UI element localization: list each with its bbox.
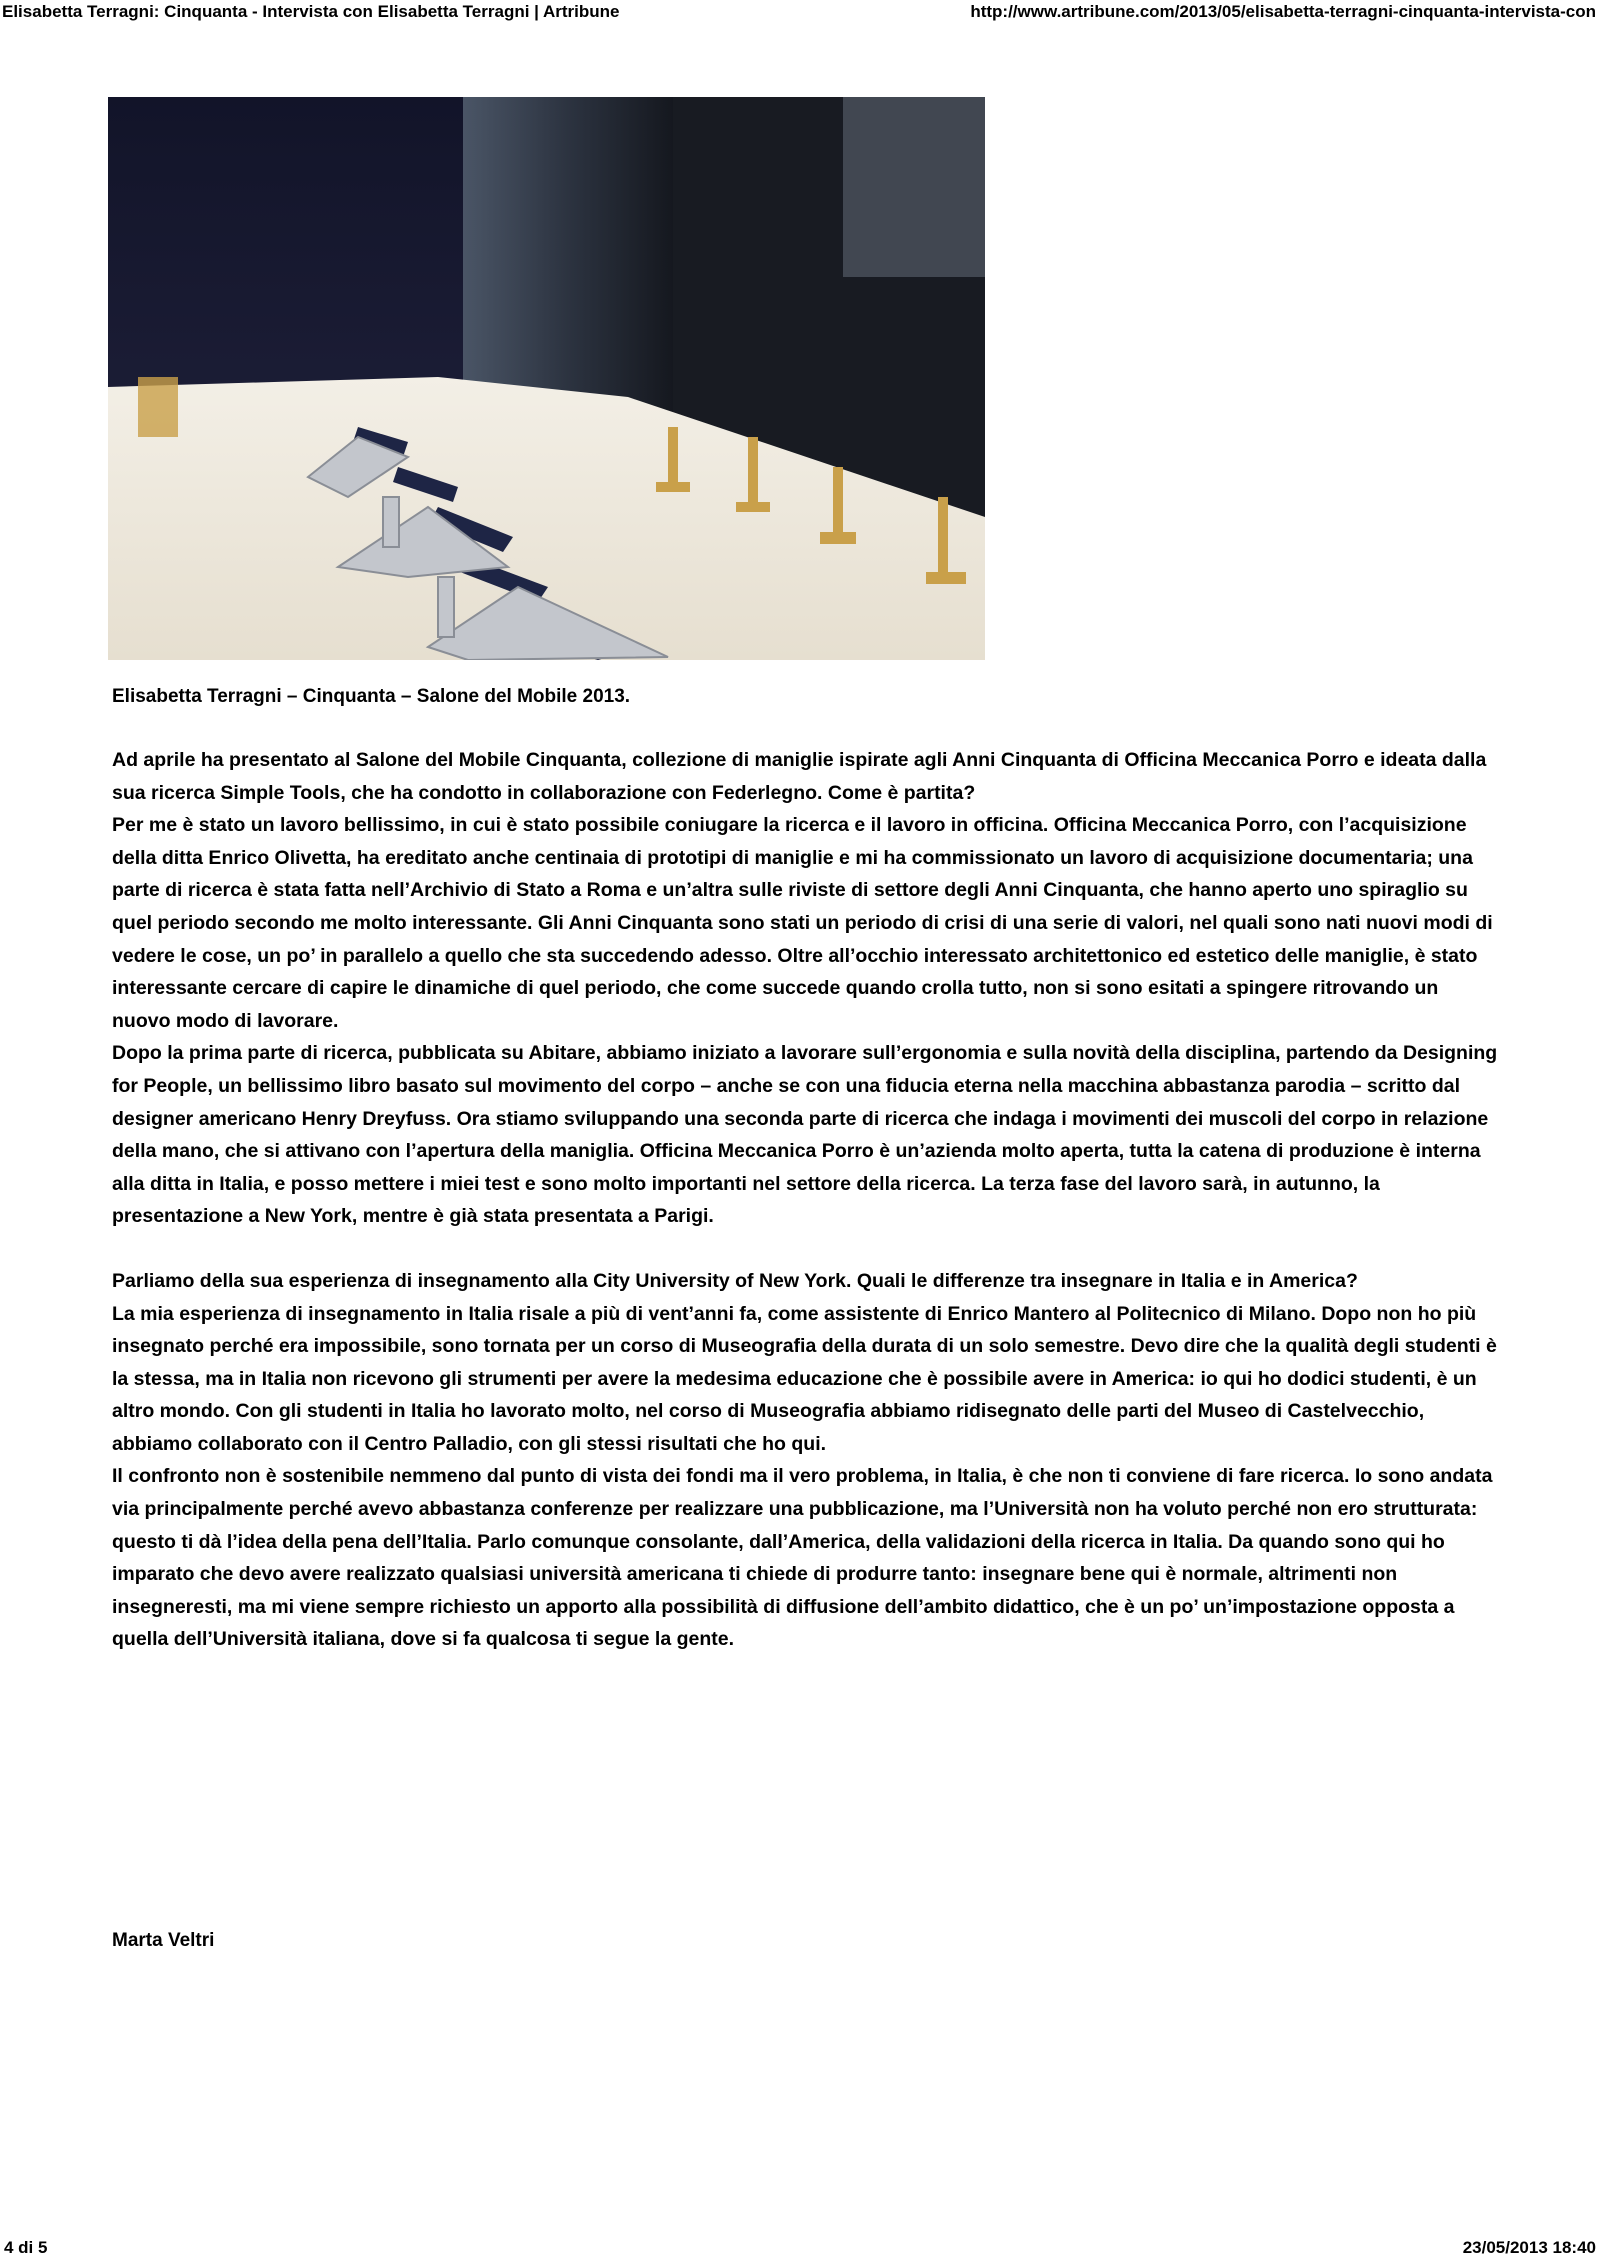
interview-answer: Dopo la prima parte di ricerca, pubblicata su Abitare, abbiamo iniziato a lavorare sull’ergonomia e sulla novità della disciplina, partendo da Designing for People, un bellissimo libro basato sul movimento del corpo – anche se con una fiducia eterna nella macchina abbastanza parodia – scritto dal designer americano Henry Dreyfuss. Ora stiamo sviluppando una seconda parte di ricerca che indaga i movimenti dei muscoli del corpo in relazione della mano, che si attivano con l’apertura della maniglia. Officina Meccanica Porro è un’azienda molto aperta, tutta la catena di produzione è interna alla ditta in Italia, e posso mettere i miei test e sono molto importanti nel settore della ricerca. La terza fase del lavoro sarà, in autunno, la presentazione a New York, mentre è già stata presentata a Parigi. xyxy=(112,1042,1498,1228)
photo-wall-panel xyxy=(463,97,673,427)
interview-question: Ad aprile ha presentato al Salone del Mobile Cinquanta, collezione di maniglie ispirate agli Anni Cinquanta di Officina Meccanica Porro e ideata dalla sua ricerca Simple Tools, che ha condotto in collaborazione con Federlegno. Come è partita? xyxy=(112,749,1487,804)
interview-answer: Il confronto non è sostenibile nemmeno dal punto di vista dei fondi ma il vero problema, in Italia, è che non ti conviene di fare ricerca. Io sono andata via principalmente perché avevo abbastanza conferenze per realizzare una pubblicazione, ma l’Università non ha voluto perché non ero strutturata: questo ti dà l’idea della pena dell’Italia. Parlo comunque consolante, dall’America, della validazioni della ricerca in Italia. Da quando sono qui ho imparato che devo avere realizzato qualsiasi università americana ti chiede di produrre tanto: insegnare bene qui è normale, altrimenti non insegneresti, ma mi viene sempre richiesto un apporto alla possibilità di diffusione dell’ambito didattico, che è un po’ un’impostazione opposta a quella dell’Università italiana, dove si fa qualcosa ti segue la gente. xyxy=(112,1465,1493,1651)
interview-question: Parliamo della sua esperienza di insegnamento alla City University of New York. Quali le differenze tra insegnare in Italia e in America? xyxy=(112,1269,1358,1292)
print-footer-datetime: 23/05/2013 18:40 xyxy=(1462,2238,1596,2257)
author-signature: Marta Veltri xyxy=(112,1930,215,1951)
print-footer-page: 4 di 5 xyxy=(4,2238,48,2257)
print-header xyxy=(0,2,1600,26)
article-body xyxy=(112,744,1502,1656)
interview-answer: Per me è stato un lavoro bellissimo, in cui è stato possibile coniugare la ricerca e il lavoro in officina. Officina Meccanica Porro, con l’acquisizione della ditta Enrico Olivetta, ha ereditato anche centinaia di prototipi di maniglie e mi ha commissionato un lavoro di acquisizione documentaria; una parte di ricerca è stata fatta nell’Archivio di Stato a Roma e un’altra sulle riviste di settore degli Anni Cinquanta, che hanno aperto uno spiraglio su quel periodo secondo me molto interessante. Gli Anni Cinquanta sono stati un periodo di crisi di una serie di valori, nel quali sono nati nuovi modi di vedere le cose, un po’ in parallelo a quello che sta succedendo adesso. Oltre all’occhio interessato architettonico ed estetico delle maniglie, è stato interessante cercare di capire le dinamiche di quel periodo, che come succede quando crolla tutto, non si sono esitati a spingere ritrovando un nuovo modo di lavorare. xyxy=(112,814,1493,1032)
print-header-title: Elisabetta Terragni: Cinquanta - Intervista con Elisabetta Terragni | Artribune xyxy=(2,2,620,21)
article-photo xyxy=(108,97,985,660)
photo-caption: Elisabetta Terragni – Cinquanta – Salone del Mobile 2013. xyxy=(112,686,631,707)
print-header-url[interactable]: http://www.artribune.com/2013/05/elisabetta-terragni-cinquanta-intervista-con xyxy=(970,2,1596,21)
interview-answer: La mia esperienza di insegnamento in Italia risale a più di vent’anni fa, come assistente di Enrico Mantero al Politecnico di Milano. Dopo non ho più insegnato perché era impossibile, sono tornata per un corso di Museografia della durata di un solo semestre. Devo dire che la qualità degli studenti è la stessa, ma in Italia non ricevono gli strumenti per avere la medesima educazione che è possibile avere in America: io qui ho dodici studenti, è un altro mondo. Con gli studenti in Italia ho lavorato molto, nel corso di Museografia abbiamo ridisegnato delle parti del Museo di Castelvecchio, abbiamo collaborato con il Centro Palladio, con gli stessi risultati che ho qui. xyxy=(112,1302,1497,1455)
cinquanta-handles-photo xyxy=(108,97,985,660)
